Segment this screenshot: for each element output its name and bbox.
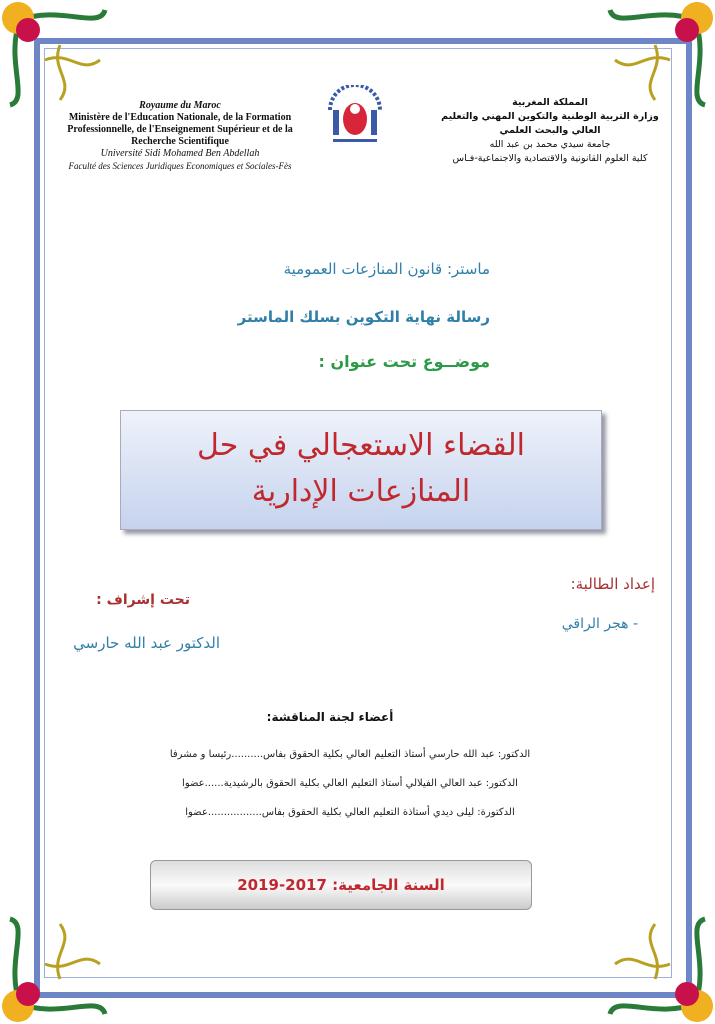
thesis-title-line-1: القضاء الاستعجالي في حل <box>197 428 525 463</box>
academic-year: السنة الجامعية: 2017-2019 <box>237 876 445 894</box>
thesis-type: رسالة نهاية التكوين بسلك الماستر <box>237 308 490 326</box>
master-program: ماستر: قانون المنازعات العمومية <box>283 260 490 278</box>
supervisor-name: الدكتور عبد الله حارسي <box>73 634 220 652</box>
university-logo-icon <box>325 85 385 147</box>
ministry-ar-1: وزارة التربية الوطنية والتكوين المهني والتعليم <box>441 111 659 122</box>
header-arabic <box>420 96 680 166</box>
thesis-title-line-2: المنازعات الإدارية <box>251 474 471 509</box>
committee-list <box>150 740 550 827</box>
committee-member: الدكتورة: ليلى ديدي أستاذة التعليم العالي بكلية الحقوق بفاس.................عضوا <box>185 807 515 818</box>
subject-label: موضــوع تحت عنوان : <box>318 352 490 371</box>
student-name: - هجر الراقي <box>561 616 638 632</box>
faculty-ar: كلية العلوم القانونية والاقتصادية والاجتماعية-فـاس <box>452 153 648 164</box>
ministry-ar-2: العالي والبحث العلمي <box>499 125 601 136</box>
thesis-title-box <box>120 410 602 530</box>
committee-label: أعضاء لجنة المناقشة: <box>266 710 394 724</box>
faculty-fr: Faculté des Sciences Juridiques Economiques et Sociales-Fès <box>68 161 292 171</box>
committee-member: الدكتور: عبد العالي الفيلالي أستاذ التعليم العالي بكلية الحقوق بالرشيدية......عضوا <box>182 778 518 789</box>
kingdom-fr: Royaume du Maroc <box>139 100 221 111</box>
kingdom-ar: المملكة المغربية <box>512 97 588 108</box>
student-label: إعداد الطالبة: <box>570 575 655 593</box>
university-fr: Université Sidi Mohamed Ben Abdellah <box>100 148 260 159</box>
academic-year-banner <box>150 860 532 910</box>
corner-ornament-icon <box>0 0 110 110</box>
university-ar: جامعة سيدي محمد بن عبد الله <box>489 139 611 150</box>
corner-ornament-icon <box>605 0 715 110</box>
header-french <box>55 100 305 172</box>
supervisor-label: تحت إشراف : <box>96 592 190 608</box>
committee-member: الدكتور: عبد الله حارسي أستاذ التعليم العالي بكلية الحقوق بفاس..........رئيسا و مشرفا <box>169 749 531 760</box>
corner-ornament-icon <box>605 914 715 1024</box>
corner-ornament-icon <box>0 914 110 1024</box>
ministry-fr: Ministère de l'Education Nationale, de la Formation Professionnelle, de l'Enseignement Supérieur et de la Recherche Scientifique <box>67 112 293 147</box>
